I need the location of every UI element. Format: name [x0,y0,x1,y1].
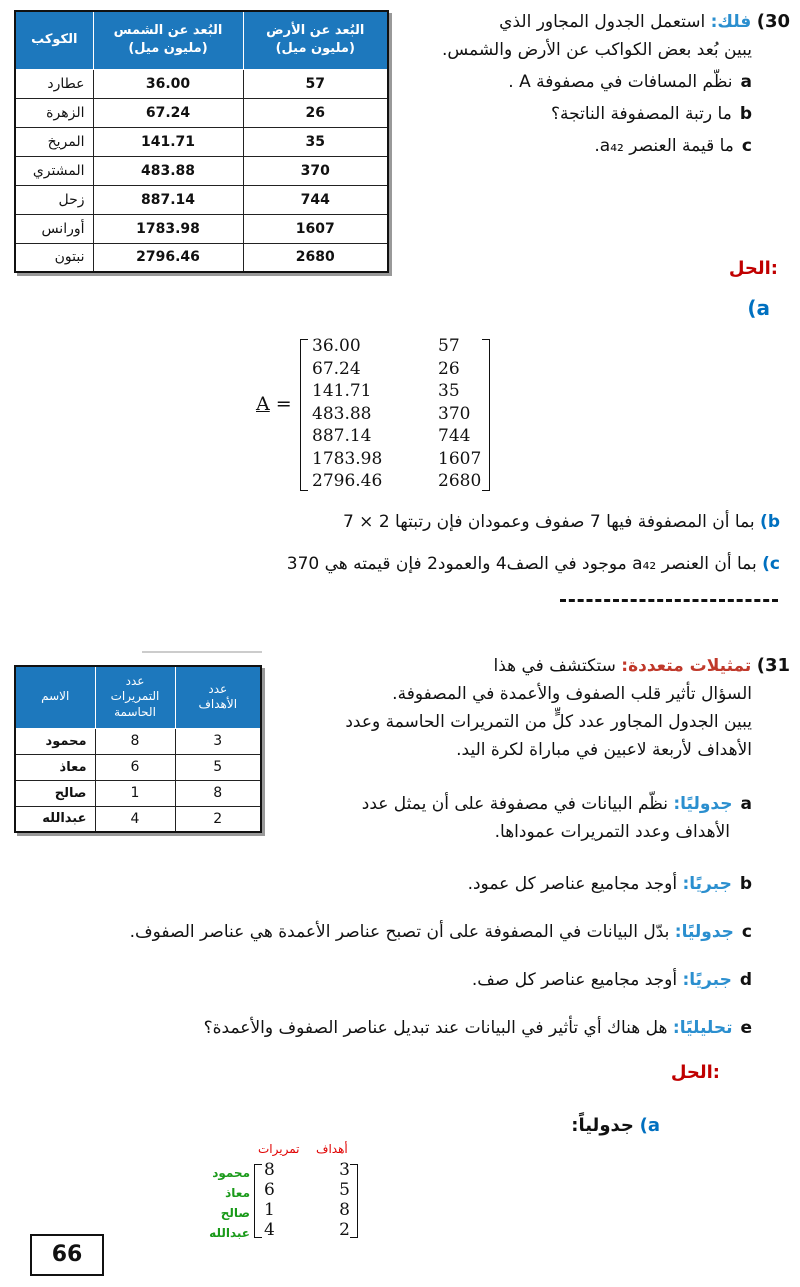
matrix-cell: 483.88 [312,403,372,424]
player-row [15,728,261,754]
planet-name: الزهرة [15,98,93,127]
question-31 [270,652,790,764]
q31-part-a [272,790,752,846]
matrix-row [312,470,482,493]
col-label-goals: أهداف [316,1142,348,1156]
earth-distance: 2680 [243,243,388,272]
question-30 [400,8,790,160]
part-a-tag: جدوليًا: [673,794,733,814]
header-name: الاسم [15,666,95,728]
planet-row [15,243,388,272]
matrix-cell: 2 [339,1220,350,1240]
planet-row [15,214,388,243]
part-c-letter: c [741,136,752,156]
matrix-cell: 2796.46 [312,471,383,491]
q30-part-a: نظّم المسافات في مصفوفة A . [508,72,733,92]
matrix-row [312,335,482,358]
topic-tag: تمثيلات متعددة: [621,656,752,676]
matrix-cell: 67.24 [312,358,361,379]
solution-label-2: الحل: [670,1062,720,1083]
part-e-text: هل هناك أي تأثير في البيانات عند تبديل عناصر الصفوف والأعمدة؟ [203,1018,668,1038]
q31-part-e [32,1014,752,1042]
header-passes: عدد التمريرات الحاسمة [95,666,175,728]
matrix-row [264,1200,350,1220]
matrix-row [312,380,482,403]
right-bracket [350,1164,358,1238]
matrix-row [312,425,482,448]
intro-text-4: الأهداف لأربعة لاعبين في مباراة لكرة اليد. [456,740,752,760]
answer-b-text: بما أن المصفوفة فيها 7 صفوف وعمودان فإن رتبتها 2 × 7 [342,512,755,532]
earth-distance: 370 [243,156,388,185]
player-name: صالح [15,780,95,806]
planet-name: زحل [15,185,93,214]
planet-row [15,185,388,214]
planets-table [14,10,389,273]
player-name: محمود [15,728,95,754]
solution-label: الحل: [728,258,778,279]
q30-part-c: ما قيمة العنصر a₄₂. [594,136,734,156]
matrix-cell: 4 [264,1220,275,1240]
matrix-cell: 57 [438,336,460,356]
matrix-cell: 5 [339,1180,350,1200]
matrix-cell: 1 [264,1200,275,1220]
matrix-row [264,1220,350,1240]
separator [560,599,778,602]
matrix-row [264,1160,350,1180]
matrix-cell: 36.00 [312,336,361,356]
sun-distance: 141.71 [93,127,243,156]
answer-b [343,508,780,536]
player-row [15,754,261,780]
player-row [15,806,261,832]
matrix-cell: 141.71 [312,381,372,401]
planet-row [15,98,388,127]
matrix-cell: 887.14 [312,426,372,446]
planet-name: المريخ [15,127,93,156]
q30-part-b: ما رتبة المصفوفة الناتجة؟ [550,104,732,124]
part-b-letter: b [739,874,752,894]
matrix-cell: 8 [339,1200,350,1220]
part-a-text: نظّم البيانات في مصفوفة على أن يمثل عدد [361,794,668,814]
planet-name: نبتون [15,243,93,272]
matrix-row [312,403,482,426]
player-row [15,780,261,806]
matrix-cell: 1607 [438,448,482,469]
earth-distance: 744 [243,185,388,214]
answer-b-letter: b) [760,512,780,532]
intro-text-2: يبين بُعد بعض الكواكب عن الأرض والشمس. [441,40,752,60]
intro-text: ستكتشف في هذا [493,656,616,676]
sun-distance: 1783.98 [93,214,243,243]
sol2-a-text: جدولياً: [571,1115,634,1136]
player-label: محمود [212,1166,250,1180]
intro-text-3: يبين الجدول المجاور عدد كلٍّ من التمريرات الحاسمة وعدد [345,712,752,732]
divider-line [142,651,262,653]
player-name: عبدالله [15,806,95,832]
matrix-cell: 26 [438,358,460,379]
sun-distance: 2796.46 [93,243,243,272]
planet-name: عطارد [15,69,93,98]
matrix-row [312,358,482,381]
planet-row [15,127,388,156]
planet-name: المشتري [15,156,93,185]
planet-row [15,156,388,185]
planet-row [15,69,388,98]
goals: 5 [175,754,261,780]
q31-part-b [272,870,752,898]
player-label: عبدالله [209,1226,250,1240]
matrix-letter: A [256,393,270,415]
part-a-text-2: الأهداف وعدد التمريرات عموداها. [494,822,730,842]
sun-distance: 887.14 [93,185,243,214]
goals: 2 [175,806,261,832]
earth-distance: 26 [243,98,388,127]
matrix-players [254,1160,358,1242]
passes: 4 [95,806,175,832]
intro-text-2: السؤال تأثير قلب الصفوف والأعمدة في المصفوفة. [392,684,752,704]
matrix-cell: 744 [438,426,471,446]
left-bracket [254,1164,262,1238]
handball-table [14,665,262,833]
sun-distance: 36.00 [93,69,243,98]
part-b-text: أوجد مجاميع عناصر كل عمود. [467,874,678,894]
matrix-row [312,448,482,471]
part-d-text: أوجد مجاميع عناصر كل صف. [471,970,678,990]
matrix-cell: 3 [339,1160,350,1180]
part-c-tag: جدوليًا: [674,922,734,942]
part-a-label: (a [747,296,770,320]
earth-distance: 1607 [243,214,388,243]
sol2-part-a [571,1115,660,1136]
header-planet: الكوكب [15,11,93,69]
sol2-a-letter: a) [639,1115,660,1136]
sun-distance: 483.88 [93,156,243,185]
matrix-cell: 1783.98 [312,448,383,469]
part-e-letter: e [740,1018,752,1038]
topic-tag: فلك: [710,12,752,32]
question-number: 30) [756,11,790,32]
player-label: معاذ [225,1186,250,1200]
q31-part-d [272,966,752,994]
matrix-cell: 35 [438,381,460,401]
page-number: 66 [30,1234,104,1276]
part-e-tag: تحليليًا: [672,1018,733,1038]
header-goals: عدد الأهداف [175,666,261,728]
player-name: معاذ [15,754,95,780]
matrix-cell: 2680 [438,471,482,491]
matrix-cell: 6 [264,1180,275,1200]
part-a-letter: a [740,72,752,92]
part-d-tag: جبريًا: [682,970,732,990]
part-b-letter: b [739,104,752,124]
earth-distance: 35 [243,127,388,156]
question-number: 31) [756,655,790,676]
intro-text: استعمل الجدول المجاور الذي [499,12,706,32]
answer-c [287,550,780,578]
passes: 1 [95,780,175,806]
answer-c-text: بما أن العنصر a₄₂ موجود في الصف4 والعمود2 فإن قيمته هي 370 [286,554,757,574]
player-label: صالح [220,1206,250,1220]
matrix-cell: 370 [438,403,471,424]
matrix-cell: 8 [264,1160,275,1180]
goals: 8 [175,780,261,806]
header-earth-distance: البُعد عن الأرض (مليون ميل) [243,11,388,69]
left-bracket [300,339,308,491]
col-label-passes: تمريرات [258,1142,300,1156]
header-sun-distance: البُعد عن الشمس (مليون ميل) [93,11,243,69]
matrix-row [264,1180,350,1200]
part-d-letter: d [739,970,752,990]
right-bracket [482,339,490,491]
answer-c-letter: c) [762,554,780,574]
sun-distance: 67.24 [93,98,243,127]
planet-name: أورانس [15,214,93,243]
q31-part-c [32,918,752,946]
part-c-letter: c [741,922,752,942]
earth-distance: 57 [243,69,388,98]
player-names [180,1163,250,1243]
passes: 6 [95,754,175,780]
part-a-letter: a [740,794,752,814]
goals: 3 [175,728,261,754]
matrix-a [300,335,490,495]
part-c-text: بدّل البيانات في المصفوفة على أن تصبح عناصر الأعمدة هي عناصر الصفوف. [129,922,670,942]
passes: 8 [95,728,175,754]
matrix-name: A = [256,393,292,415]
part-b-tag: جبريًا: [682,874,732,894]
